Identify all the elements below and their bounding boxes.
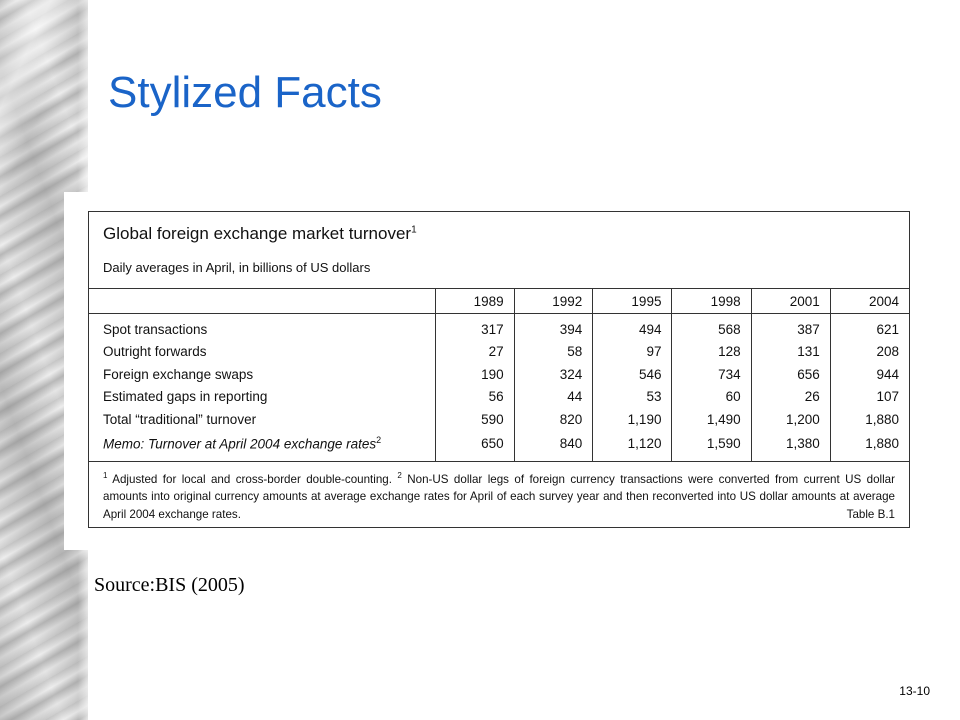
- table-row-memo: [89, 431, 909, 461]
- table-reference: Table B.1: [846, 508, 895, 522]
- cell-value: 734: [672, 363, 751, 386]
- cell-value: 590: [436, 408, 515, 431]
- cell-value: 568: [672, 314, 751, 341]
- cell-value: 494: [593, 314, 672, 341]
- cell-value: 53: [593, 386, 672, 409]
- year-header: 1989: [436, 289, 515, 314]
- cell-value: 1,120: [593, 431, 672, 461]
- table-row: [89, 341, 909, 364]
- source-citation: Source:BIS (2005): [94, 574, 245, 596]
- cell-value: 128: [672, 341, 751, 364]
- cell-value: 26: [751, 386, 830, 409]
- figure-title: [103, 224, 417, 244]
- cell-value: 27: [436, 341, 515, 364]
- figure-title-text: Global foreign exchange market turnover: [103, 224, 412, 243]
- year-header: 2001: [751, 289, 830, 314]
- row-label: Total “traditional” turnover: [103, 411, 257, 427]
- slide-title: Stylized Facts: [108, 68, 382, 117]
- row-label: Spot transactions: [103, 321, 208, 337]
- turnover-table-figure: [88, 211, 910, 528]
- year-header: 2004: [830, 289, 909, 314]
- cell-value: 190: [436, 363, 515, 386]
- cell-value: 317: [436, 314, 515, 341]
- footnote2-marker: 2: [397, 470, 402, 480]
- table-row-total: [89, 408, 909, 431]
- cell-value: 394: [514, 314, 593, 341]
- memo-label: [89, 431, 436, 461]
- row-label: Foreign exchange swaps: [103, 366, 254, 382]
- footnote1-marker: 1: [103, 470, 108, 480]
- cell-value: 656: [751, 363, 830, 386]
- figure-subtitle: Daily averages in April, in billions of US dollars: [103, 260, 371, 275]
- memo-footnote-marker: 2: [376, 435, 382, 446]
- page-number: 13-10: [899, 684, 930, 698]
- row-label: Outright forwards: [103, 344, 207, 360]
- year-header: 1998: [672, 289, 751, 314]
- cell-value: 131: [751, 341, 830, 364]
- cell-value: 56: [436, 386, 515, 409]
- cell-value: 208: [830, 341, 909, 364]
- figure-header: [89, 212, 909, 289]
- cell-value: 621: [830, 314, 909, 341]
- title-footnote-marker: 1: [411, 224, 417, 236]
- cell-value: 97: [593, 341, 672, 364]
- table-row: [89, 386, 909, 409]
- year-header: 1995: [593, 289, 672, 314]
- header-label-cell: [89, 289, 436, 314]
- memo-label-text: Memo: Turnover at April 2004 exchange rates: [103, 436, 377, 452]
- cell-value: 324: [514, 363, 593, 386]
- cell-value: 107: [830, 386, 909, 409]
- cell-value: 44: [514, 386, 593, 409]
- cell-value: 1,190: [593, 408, 672, 431]
- year-header-row: [89, 289, 909, 314]
- cell-value: 1,880: [830, 431, 909, 461]
- cell-value: 546: [593, 363, 672, 386]
- cell-value: 840: [514, 431, 593, 461]
- table-footnotes: [89, 461, 909, 525]
- row-label: Estimated gaps in reporting: [103, 389, 268, 405]
- cell-value: 1,380: [751, 431, 830, 461]
- cell-value: 820: [514, 408, 593, 431]
- cell-value: 1,880: [830, 408, 909, 431]
- table-row: [89, 363, 909, 386]
- cell-value: 1,490: [672, 408, 751, 431]
- footnote2-text: Non-US dollar legs of foreign currency transactions were converted from current US dollar amounts into original currency amounts at average exchange rates for April of each survey year and then reconverted into US dollar amounts at average April 2004 exchange rates.: [103, 472, 895, 522]
- turnover-table: [89, 289, 909, 461]
- cell-value: 60: [672, 386, 751, 409]
- cell-value: 1,200: [751, 408, 830, 431]
- table-row: [89, 314, 909, 341]
- cell-value: 1,590: [672, 431, 751, 461]
- cell-value: 650: [436, 431, 515, 461]
- cell-value: 944: [830, 363, 909, 386]
- cell-value: 387: [751, 314, 830, 341]
- cell-value: 58: [514, 341, 593, 364]
- year-header: 1992: [514, 289, 593, 314]
- footnote1-text: Adjusted for local and cross-border double-counting.: [112, 472, 392, 486]
